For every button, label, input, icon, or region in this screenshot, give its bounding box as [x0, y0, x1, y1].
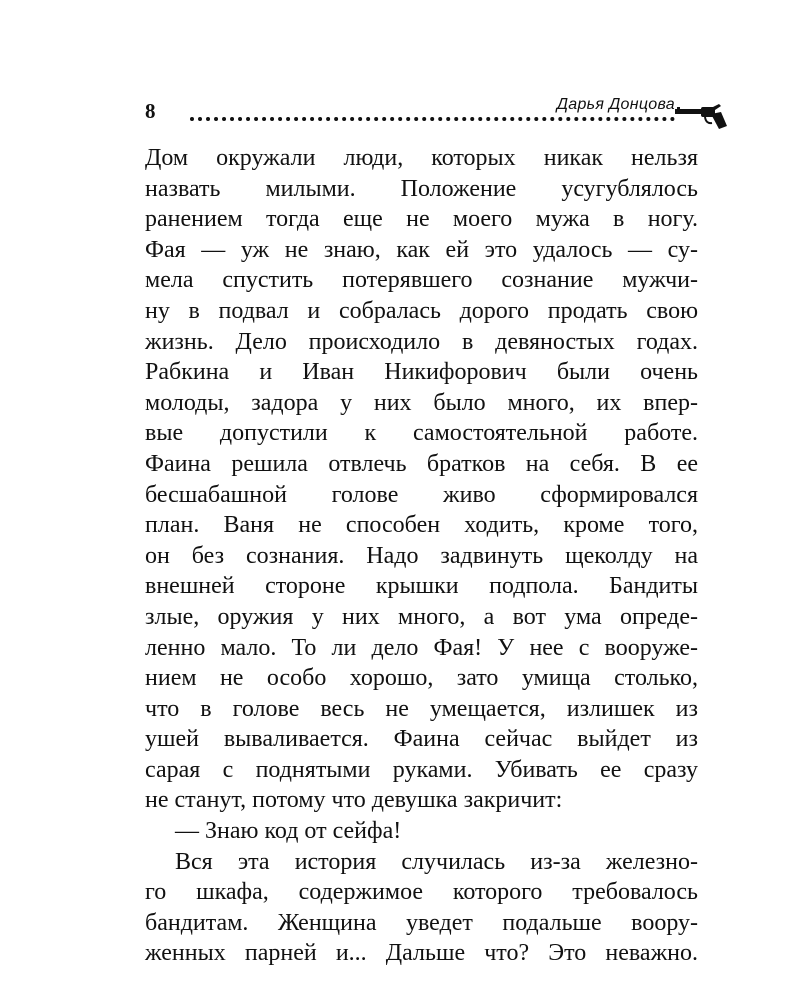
text-line: молоды, задора у них было много, их впер-: [145, 389, 698, 416]
text-line: он без сознания. Надо задвинуть щеколду на: [145, 542, 698, 569]
text-line: не станут, потому что девушка закричит:: [145, 787, 563, 814]
text-line: вые допустили к самостоятельной работе.: [145, 420, 698, 447]
text-line: женных парней и... Дальше что? Это неважно.: [145, 940, 698, 967]
text-line: злые, оружия у них много, а вот ума опреде-: [145, 603, 698, 630]
text-line: ранением тогда еще не моего мужа в ногу.: [145, 206, 698, 233]
text-line: Фая — уж не знаю, как ей это удалось — су-: [145, 236, 698, 263]
dialogue-line: — Знаю код от сейфа!: [175, 818, 402, 845]
text-line: ленно мало. То ли дело Фая! У нее с вооруже-: [145, 634, 698, 661]
dotted-leader: [190, 117, 675, 121]
text-line: что в голове весь не умещается, излишек из: [145, 695, 698, 722]
text-line: Дом окружали люди, которых никак нельзя: [145, 145, 698, 171]
text-line: ну в подвал и собралась дорого продать свою: [145, 297, 698, 324]
paragraph-start-line: Вся эта история случилась из-за железно-: [175, 848, 698, 875]
body-text: [145, 143, 698, 969]
author-name: Дарья Донцова: [556, 96, 675, 113]
text-line: ушей вываливается. Фаина сейчас выйдет из: [145, 726, 698, 753]
text-line: бандитам. Женщина уведет подальше воору-: [145, 909, 698, 936]
text-line: назвать милыми. Положение усугублялось: [145, 175, 698, 202]
text-line: Фаина решила отвлечь братков на себя. В ее: [145, 450, 698, 477]
text-line: сарая с поднятыми руками. Убивать ее сразу: [145, 756, 698, 783]
text-line: Рабкина и Иван Никифорович были очень: [145, 359, 698, 386]
revolver-icon: [675, 104, 727, 130]
text-line: бесшабашной голове живо сформировался: [145, 481, 698, 508]
text-line: нием не особо хорошо, зато умища столько,: [145, 665, 698, 692]
text-line: внешней стороне крышки подпола. Бандиты: [145, 573, 698, 600]
page-number: 8: [145, 99, 156, 123]
text-line: мела спустить потерявшего сознание мужчи-: [145, 267, 698, 294]
text-line: го шкафа, содержимое которого требовалось: [145, 879, 698, 906]
text-line: жизнь. Дело происходило в девяностых годах.: [145, 328, 698, 355]
text-line: план. Ваня не способен ходить, кроме того,: [145, 512, 698, 539]
running-header: [145, 96, 730, 132]
